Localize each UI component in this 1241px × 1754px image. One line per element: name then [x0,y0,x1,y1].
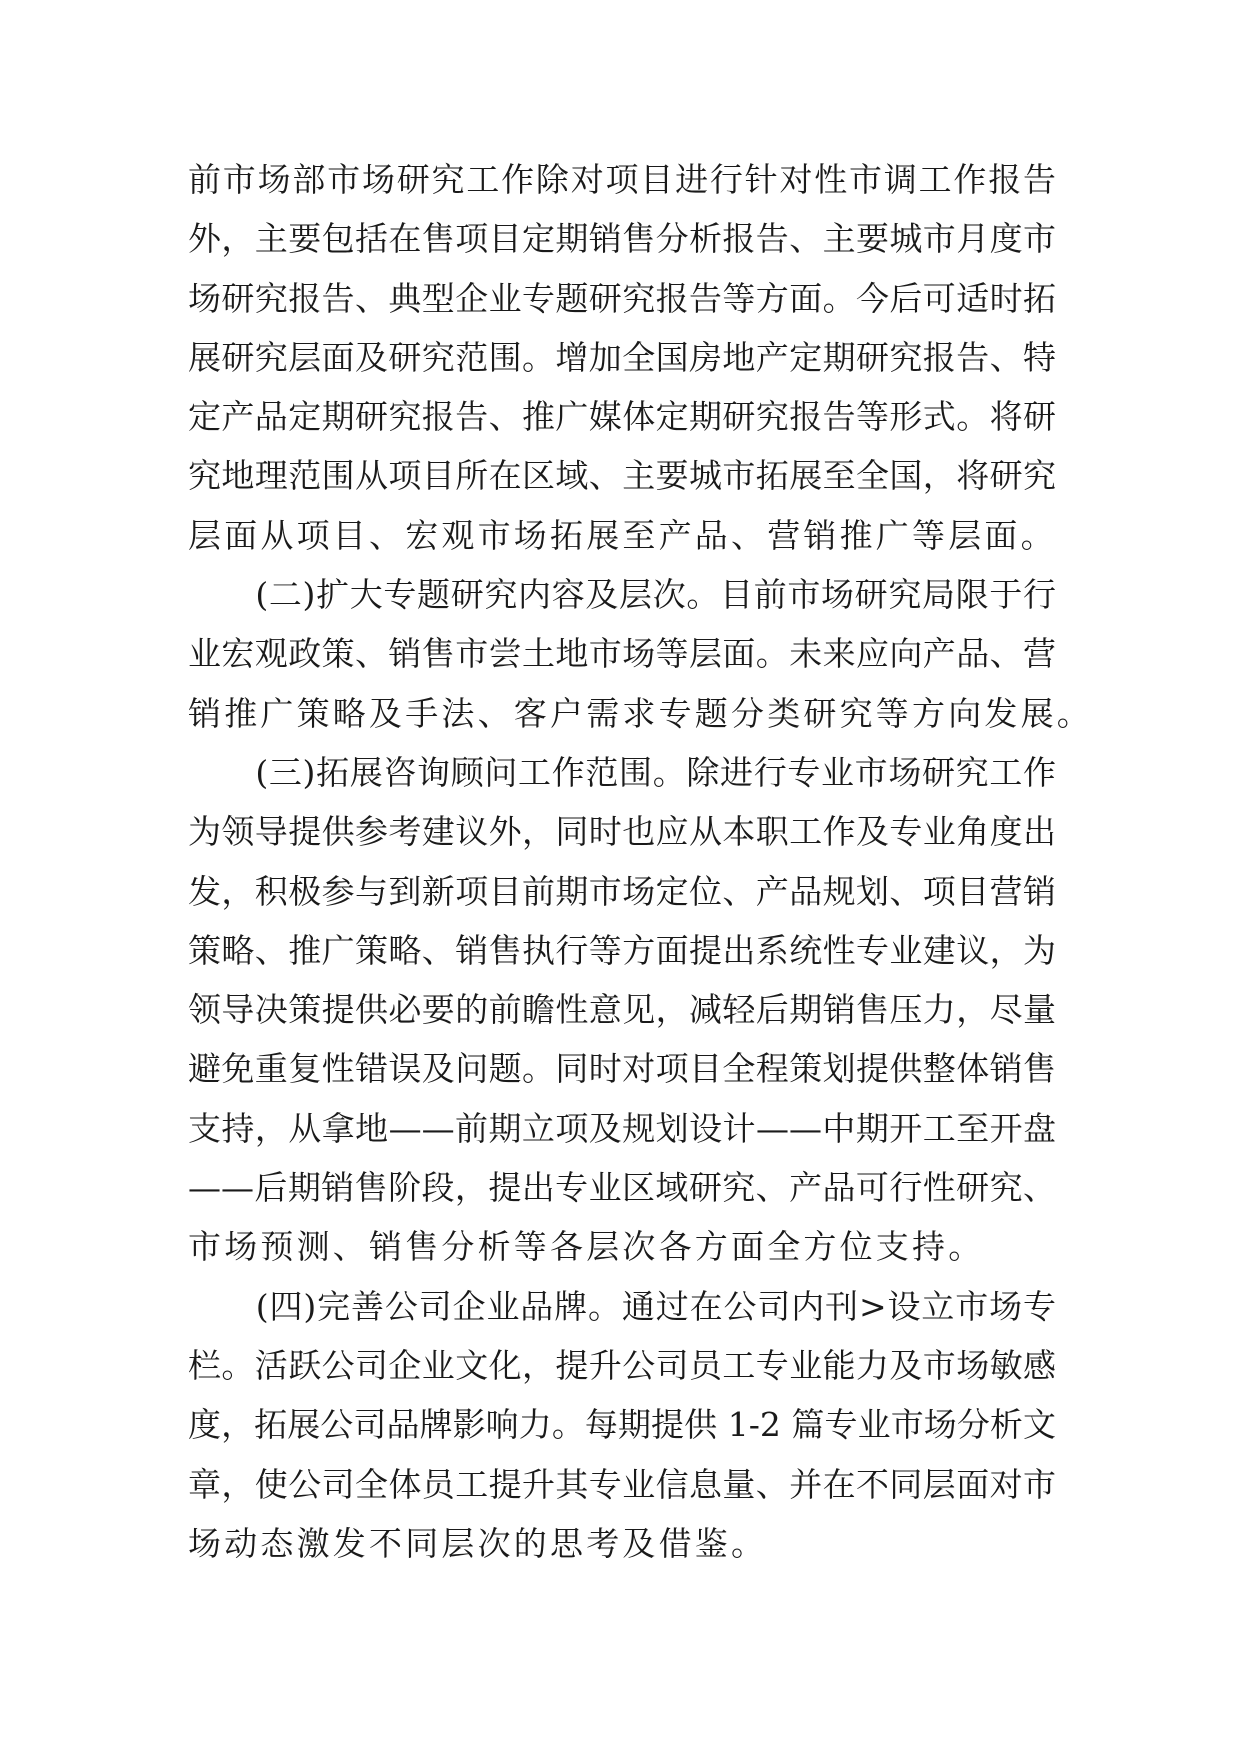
text-line: (四)完善公司企业品牌。通过在公司内刊>设立市场专 [188,1286,1056,1326]
text-line: 市场预测、销售分析等各层次各方面全方位支持。 [188,1227,985,1267]
text-line: 章，使公司全体员工提升其专业信息量、并在不同层面对市 [188,1464,1056,1504]
text-line: 业宏观政策、销售市尝土地市场等层面。未来应向产品、营 [188,634,1056,674]
text-line: 前市场部市场研究工作除对项目进行针对性市调工作报告 [188,160,1056,199]
paragraph-lines [188,150,1093,1573]
text-line: 场动态激发不同层次的思考及借鉴。 [188,1523,768,1563]
text-line: 支持，从拿地——前期立项及规划设计——中期开工至开盘 [188,1108,1056,1148]
text-line: 避免重复性错误及问题。同时对项目全程策划提供整体销售 [188,1049,1056,1089]
text-line: 层面从项目、宏观市场拓展至产品、营销推广等层面。 [188,515,1057,555]
text-line: 策略、推广策略、销售执行等方面提出系统性专业建议，为 [188,930,1056,970]
text-line: ——后期销售阶段，提出专业区域研究、产品可行性研究、 [188,1168,1056,1208]
text-line: (三)拓展咨询顾问工作范围。除进行专业市场研究工作 [188,752,1056,792]
text-line: (二)扩大专题研究内容及层次。目前市场研究局限于行 [188,575,1056,615]
text-line: 度，拓展公司品牌影响力。每期提供 1-2 篇专业市场分析文 [188,1405,1056,1445]
text-line: 场研究报告、典型企业专题研究报告等方面。今后可适时拓 [188,278,1056,318]
text-line: 发，积极参与到新项目前期市场定位、产品规划、项目营销 [188,871,1056,911]
text-line: 展研究层面及研究范围。增加全国房地产定期研究报告、特 [188,337,1056,377]
text-line: 外，主要包括在售项目定期销售分析报告、主要城市月度市 [188,219,1056,259]
text-line: 栏。活跃公司企业文化，提升公司员工专业能力及市场敏感 [188,1345,1056,1385]
text-line: 究地理范围从项目所在区域、主要城市拓展至全国，将研究 [188,456,1056,496]
document-body [188,150,1093,1573]
text-line: 领导决策提供必要的前瞻性意见，减轻后期销售压力，尽量 [188,990,1056,1030]
text-line: 为领导提供参考建议外，同时也应从本职工作及专业角度出 [188,812,1056,852]
text-line: 定产品定期研究报告、推广媒体定期研究报告等形式。将研 [188,397,1056,437]
text-line: 销推广策略及手法、客户需求专题分类研究等方向发展。 [188,693,1093,733]
